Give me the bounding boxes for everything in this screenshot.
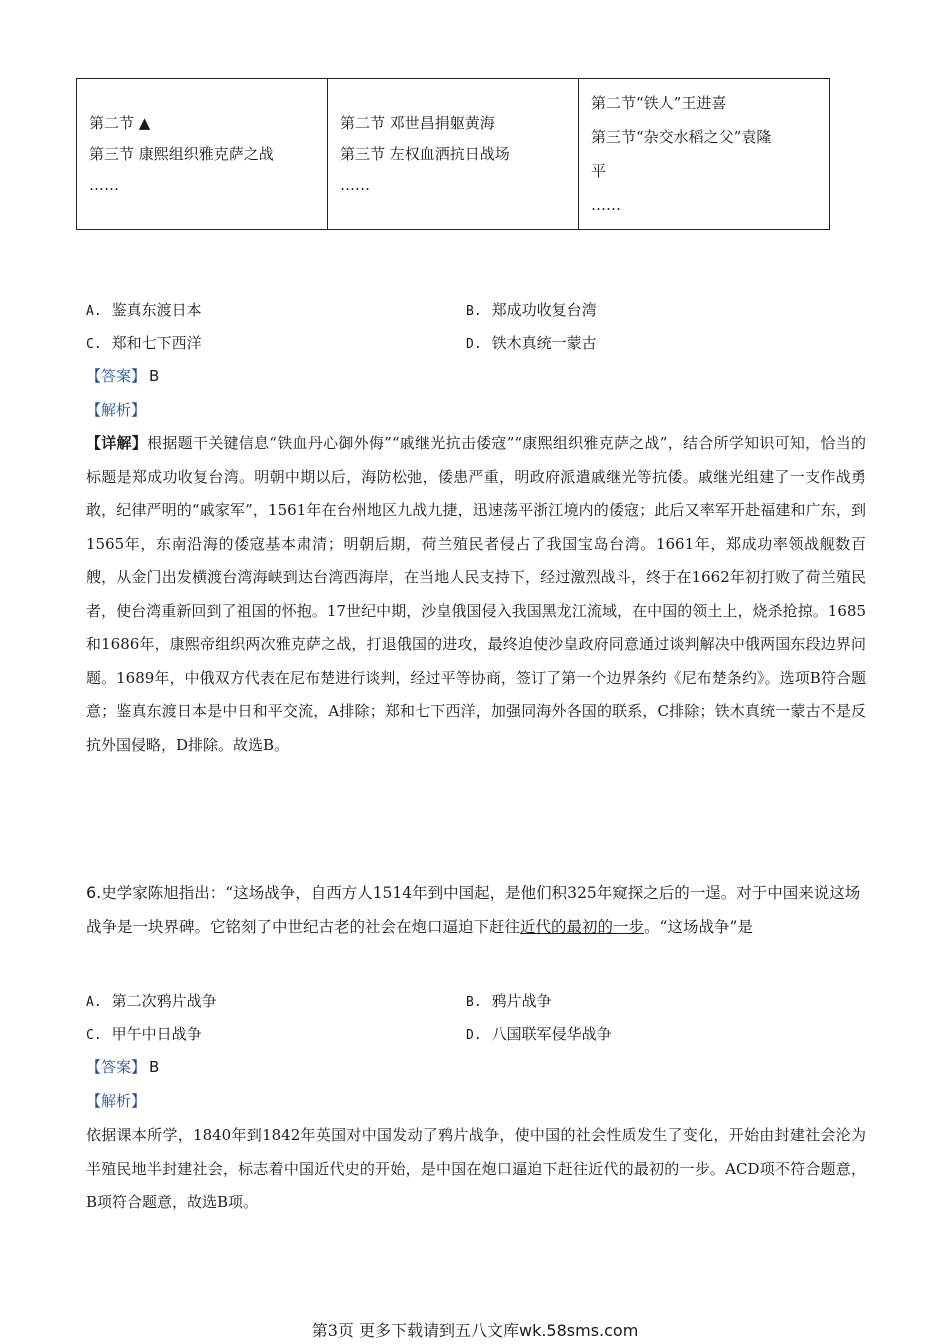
q6-options [86,984,846,1050]
cell-line: 第二节“铁人”王进喜 [591,94,727,112]
q6-stem [86,876,866,944]
options-row [86,293,846,326]
option-d[interactable]: D. 铁木真统一蒙古 [466,334,597,352]
q5-analysis-label: 【解析】 [86,401,147,419]
q5-detail [86,427,866,762]
question-number: 6. [86,883,102,902]
option-c[interactable]: C. 郑和七下西洋 [86,334,202,352]
detail-text: 根据题干关键信息“铁血丹心御外侮”“戚继光抗击倭寇”“康熙组织雅克萨之战”，结合所学知识可知，恰当的标题是郑成功收复台湾。明朝中期以后，海防松弛，倭患严重，明政府派遣戚继光等抗倭。戚继光组建了一支作战勇敢，纪律严明的“戚家军”，1561年在台州地区九战九捷，迅速荡平浙江境内的倭寇；此后又率军开赴福建和广东，到1565年，东南沿海的倭寇基本肃清；明朝后期，荷兰殖民者侵占了我国宝岛台湾。1661年，郑成功率领战舰数百艘，从金门出发横渡台湾海峡到达台湾西海岸，在当地人民支持下，经过激烈战斗，终于在1662年初打败了荷兰殖民者，使台湾重新回到了祖国的怀抱。17世纪中期，沙皇俄国侵入我国黑龙江流域，在中国的领土上，烧杀抢掠。1685和1686年，康熙帝组织两次雅克萨之战，打退俄国的进攻，最终迫使沙皇政府同意通过谈判解决中俄两国东段边界问题。1689年，中俄双方代表在尼布楚进行谈判，经过平等协商，签订了第一个边界条约《尼布楚条约》。选项B符合题意；鉴真东渡日本是中日和平交流，A排除；郑和七下西洋，加强同海外各国的联系，C排除；铁木真统一蒙古不是反抗外国侵略，D排除。故选B。 [86,434,866,754]
table-cell-col1 [77,79,328,230]
answer-label: 【答案】 [86,367,147,385]
page-footer [0,1318,950,1341]
table-cell-col3 [579,79,830,230]
options-row [86,326,846,359]
table-cell-col2 [328,79,579,230]
cell-line: 平 [591,162,607,180]
option-b[interactable]: B. 鸦片战争 [466,992,552,1010]
options-row [86,984,846,1017]
option-a[interactable]: A. 第二次鸦片战争 [86,992,217,1010]
answer-value: B [149,367,160,385]
cell-line: …… [340,175,370,194]
cell-line: 第三节“杂交水稻之父”袁隆 [591,128,772,146]
cell-line: 第三节 左权血洒抗日战场 [340,144,510,163]
stem-text: 史学家陈旭指出：“这场战争，自西方人1514年到中国起，是他们积325年窥探之后的一逞。对于中国来说这场战争是一块界碑。它铭刻了中世纪古老的社会在炮口逼迫下赶往 [86,884,861,936]
footer-site-link[interactable]: wk.58sms.com [518,1321,639,1340]
option-b[interactable]: B. 郑成功收复台湾 [466,301,597,319]
q6-analysis: 依据课本所学，1840年到1842年英国对中国发动了鸦片战争，使中国的社会性质发生了变化，开始由封建社会沦为半殖民地半封建社会，标志着中国近代史的开始，是中国在炮口逼迫下赶往近代的最初的一步。ACD项不符合题意，B项符合题意，故选B项。 [86,1126,866,1211]
options-row [86,1017,846,1050]
q6-analysis-label: 【解析】 [86,1092,147,1110]
detail-label: 【详解】 [86,434,148,452]
cell-line: …… [89,175,119,194]
stem-text-end: 。“这场战争”是 [644,918,753,936]
answer-value: B [149,1058,160,1076]
cell-line: 第二节 ▲ [89,113,151,132]
cell-line: 第三节 康熙组织雅克萨之战 [89,144,274,163]
option-c[interactable]: C. 甲午中日战争 [86,1025,202,1043]
q5-answer [86,364,159,388]
cell-line: …… [591,196,621,214]
answer-label: 【答案】 [86,1058,147,1076]
option-d[interactable]: D. 八国联军侵华战争 [466,1025,612,1043]
page-number: 第3页 [311,1321,354,1340]
q5-options [86,293,846,359]
stem-underlined: 近代的最初的一步 [520,918,645,936]
option-a[interactable]: A. 鉴真东渡日本 [86,301,202,319]
chapter-outline-table [76,78,830,230]
table-row [77,79,830,230]
q6-answer [86,1055,159,1079]
footer-text: 更多下载请到五八文库 [358,1321,519,1340]
cell-line: 第二节 邓世昌捐躯黄海 [340,113,495,132]
